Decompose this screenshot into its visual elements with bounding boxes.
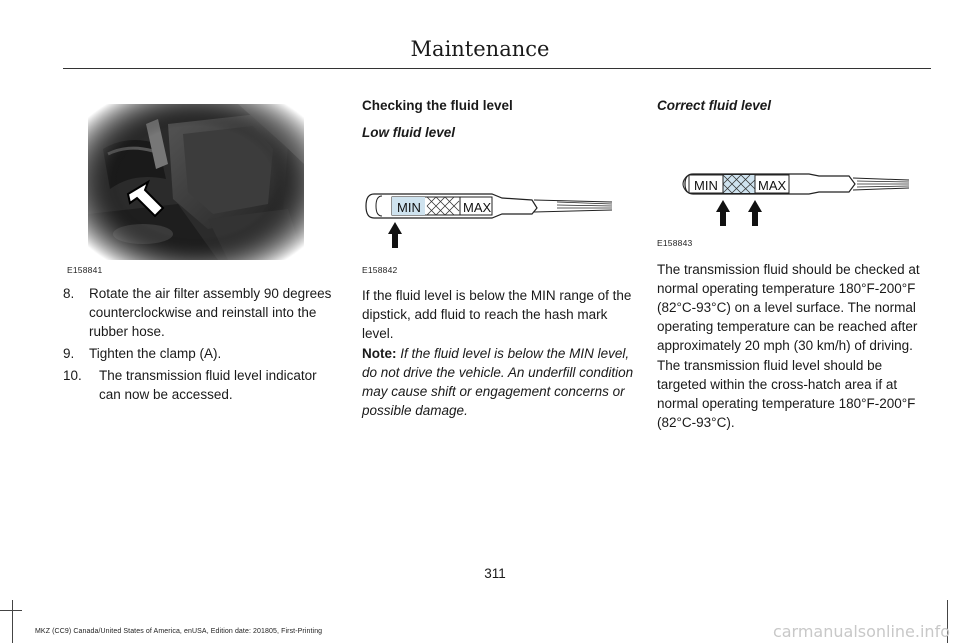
figure-code: E158842 (362, 265, 398, 275)
watermark: carmanualsonline.info (772, 622, 950, 641)
step-number: 10. (63, 368, 82, 383)
engine-bay-photo (88, 104, 304, 260)
correct-level-paragraph-1: The transmission fluid should be checked at normal operating temperature 180°F-200°F (82°C-93°C) on a level surface. The normal operating temperature can be reached after approximately 20 mph (30 km/h) of driving. (657, 262, 920, 353)
step-text: Tighten the clamp (A). (89, 346, 222, 361)
page-number: 311 (484, 566, 506, 581)
low-level-paragraph: If the fluid level is below the MIN range of the dipstick, add fluid to reach the hash mark level. (362, 288, 632, 341)
crop-mark (0, 610, 22, 611)
step-text: The transmission fluid level indicator can now be accessed. (99, 368, 317, 402)
page-title: Maintenance (410, 37, 550, 61)
note-paragraph (362, 344, 634, 420)
dipstick-correct-diagram (657, 166, 917, 232)
footer-edition: MKZ (CC9) Canada/United States of America, enUSA, Edition date: 201805, First-Printing (35, 628, 323, 635)
dipstick-low-diagram (362, 186, 622, 252)
section-heading: Checking the fluid level (362, 98, 513, 113)
note-text: If the fluid level is below the MIN level, do not drive the vehicle. An underfill condition may cause shift or engagement concerns or possible damage. (362, 346, 634, 418)
note-label: Note: (362, 346, 397, 361)
min-label: MIN (694, 178, 718, 193)
step-number: 8. (63, 286, 75, 301)
figure-code: E158843 (657, 238, 693, 248)
crop-mark (12, 600, 13, 643)
max-label: MAX (463, 200, 492, 215)
max-label: MAX (758, 178, 787, 193)
step-list (63, 284, 343, 402)
figure-code: E158841 (67, 265, 103, 275)
min-label: MIN (397, 200, 421, 215)
subheading-correct-level: Correct fluid level (657, 98, 772, 113)
header-divider (63, 68, 931, 69)
step-text: Rotate the air filter assembly 90 degrees counterclockwise and reinstall into the rubber hose. (89, 286, 332, 339)
correct-level-paragraph-2: The transmission fluid level should be targeted within the cross-hatch area if at normal operating temperature 180°F-200°F (82°C-93°C). (657, 358, 916, 430)
step-number: 9. (63, 346, 75, 361)
subheading-low-level: Low fluid level (362, 125, 456, 140)
